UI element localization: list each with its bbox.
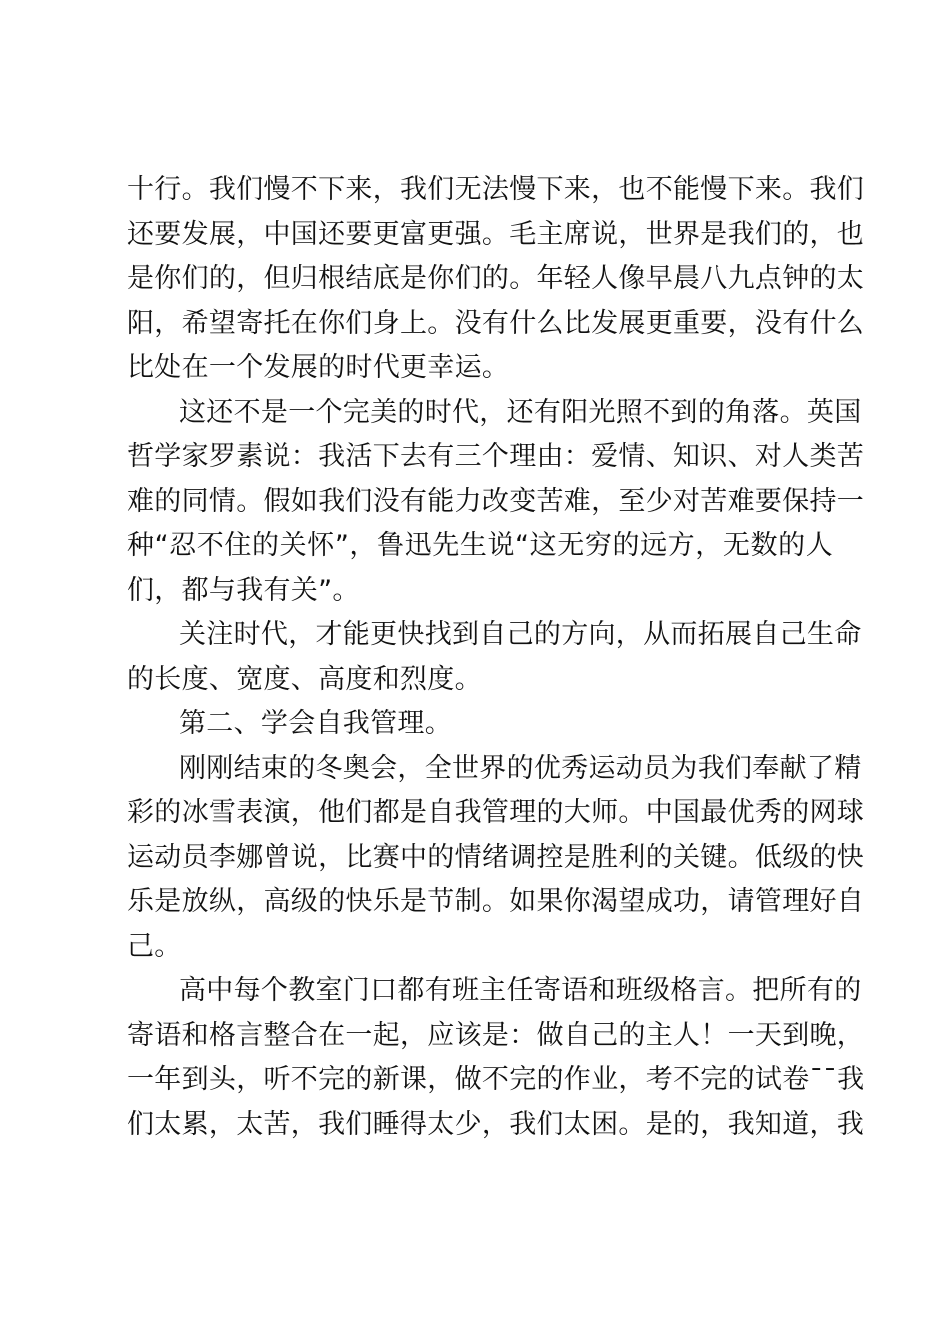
paragraph bbox=[127, 613, 862, 702]
text-line: 十行。我们慢不下来，我们无法慢下来，也不能慢下来。我们 bbox=[127, 174, 865, 205]
text-line: 寄语和格言整合在一起，应该是：做自己的主人！一天到晚， bbox=[127, 1019, 865, 1051]
body-text bbox=[127, 168, 865, 1147]
text-line: 是你们的，但归根结底是你们的。年轻人像早晨八九点钟的太 bbox=[127, 263, 865, 294]
section-heading bbox=[127, 702, 833, 747]
paragraph bbox=[127, 168, 865, 391]
paragraph bbox=[127, 391, 865, 614]
text-line: 们太累，太苦，我们睡得太少，我们太困。是的，我知道，我 bbox=[127, 1108, 865, 1140]
paragraph bbox=[127, 969, 865, 1147]
text-line: 己。 bbox=[127, 930, 182, 962]
text-line: 比处在一个发展的时代更幸运。 bbox=[127, 352, 510, 383]
text-line: 还要发展，中国还要更富更强。毛主席说，世界是我们的，也 bbox=[127, 218, 865, 250]
text-line: 刚刚结束的冬奥会，全世界的优秀运动员为我们奉献了精 bbox=[179, 752, 862, 784]
text-line: 哲学家罗素说：我活下去有三个理由：爱情、知识、对人类苦 bbox=[127, 441, 865, 472]
text-line: 这还不是一个完美的时代，还有阳光照不到的角落。英国 bbox=[179, 396, 862, 428]
text-line: 种“忍不住的关怀”，鲁迅先生说“这无穷的远方，无数的人 bbox=[127, 530, 833, 561]
text-line: 彩的冰雪表演，他们都是自我管理的大师。中国最优秀的网球 bbox=[127, 797, 865, 828]
text-line: 高中每个教室门口都有班主任寄语和班级格言。把所有的 bbox=[179, 975, 862, 1006]
text-line: 们，都与我有关”。 bbox=[127, 574, 360, 606]
text-line: 乐是放纵，高级的快乐是节制。如果你渴望成功，请管理好自 bbox=[127, 886, 865, 917]
heading-line: 第二、学会自我管理。 bbox=[179, 708, 452, 739]
text-line: 的长度、宽度、高度和烈度。 bbox=[127, 663, 482, 695]
text-line: 关注时代，才能更快找到自己的方向，从而拓展自己生命 bbox=[179, 619, 862, 650]
text-line: 难的同情。假如我们没有能力改变苦难，至少对苦难要保持一 bbox=[127, 485, 865, 517]
text-line: 阳，希望寄托在你们身上。没有什么比发展更重要，没有什么 bbox=[127, 307, 865, 339]
text-line: 运动员李娜曾说，比赛中的情绪调控是胜利的关键。低级的快 bbox=[127, 841, 865, 873]
text-line: 一年到头，听不完的新课，做不完的作业，考不完的试卷¯¯我 bbox=[127, 1064, 865, 1095]
paragraph bbox=[127, 747, 865, 970]
